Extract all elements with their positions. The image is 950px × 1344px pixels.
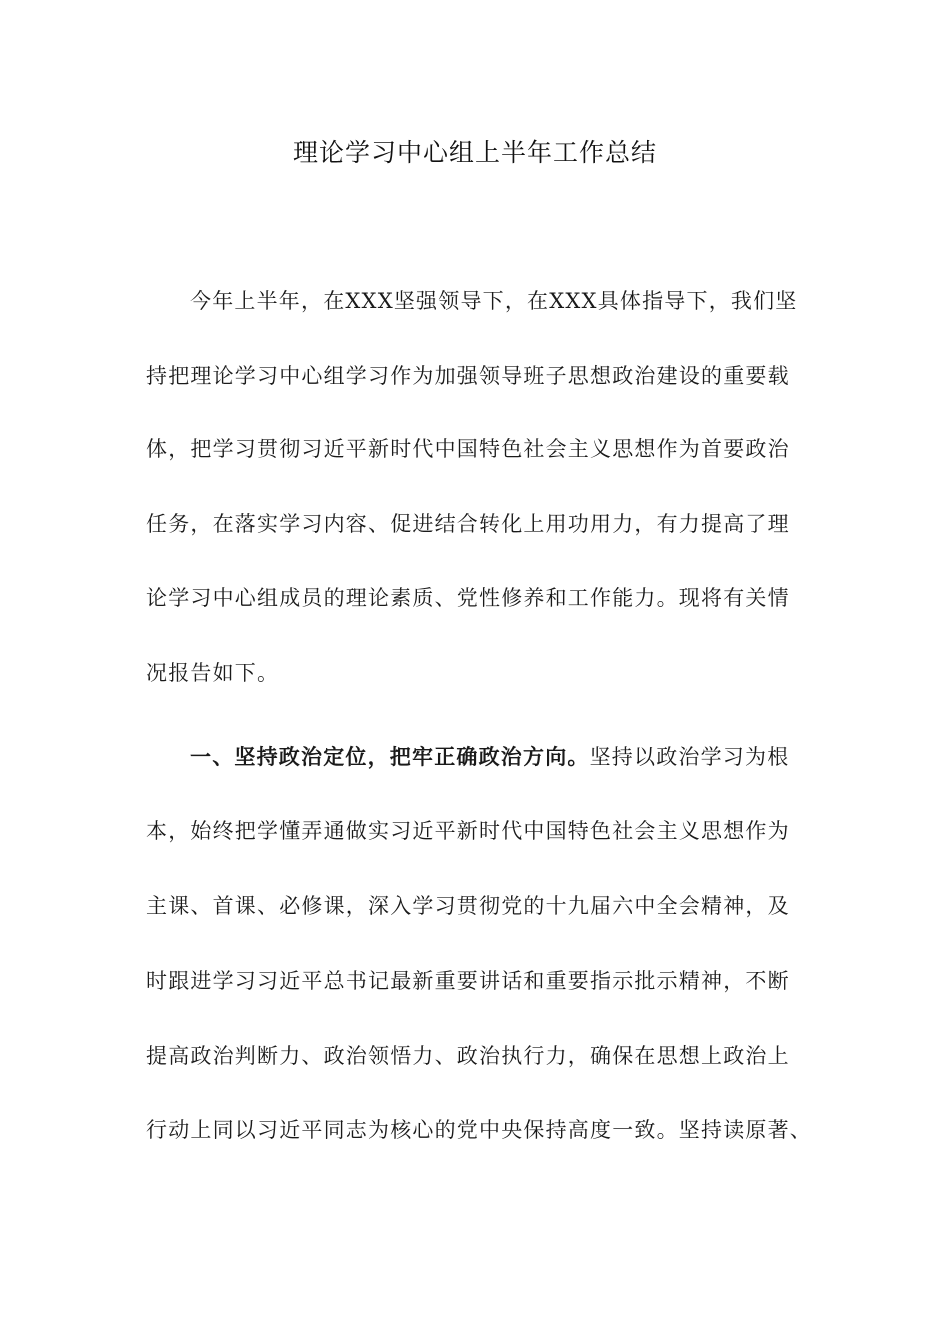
text-line: 时跟进学习习近平总书记最新重要讲话和重要指示批示精神，不断 bbox=[146, 969, 790, 993]
section-heading: 一、坚持政治定位，把牢正确政治方向。 bbox=[190, 744, 590, 769]
text-line-with-heading bbox=[190, 737, 789, 777]
text-line: 主课、首课、必修课，深入学习贯彻党的十九届六中全会精神，及 bbox=[146, 894, 790, 918]
section-heading-rest: 坚持以政治学习为根 bbox=[589, 745, 790, 769]
text-line: 今年上半年，在XXX坚强领导下，在XXX具体指导下，我们坚 bbox=[190, 289, 798, 313]
text-line: 体，把学习贯彻习近平新时代中国特色社会主义思想作为首要政治 bbox=[146, 437, 790, 461]
text-line: 任务，在落实学习内容、促进结合转化上用功用力，有力提高了理 bbox=[146, 512, 790, 536]
text-line: 持把理论学习中心组学习作为加强领导班子思想政治建设的重要载 bbox=[146, 364, 790, 388]
text-line: 况报告如下。 bbox=[146, 661, 280, 685]
document-title: 理论学习中心组上半年工作总结 bbox=[292, 138, 657, 167]
text-line: 论学习中心组成员的理论素质、党性修养和工作能力。现将有关情 bbox=[146, 586, 790, 610]
text-line: 提高政治判断力、政治领悟力、政治执行力，确保在思想上政治上 bbox=[146, 1044, 790, 1068]
text-line: 本，始终把学懂弄通做实习近平新时代中国特色社会主义思想作为 bbox=[146, 819, 790, 843]
text-line: 行动上同以习近平同志为核心的党中央保持高度一致。坚持读原著、 bbox=[146, 1118, 812, 1142]
